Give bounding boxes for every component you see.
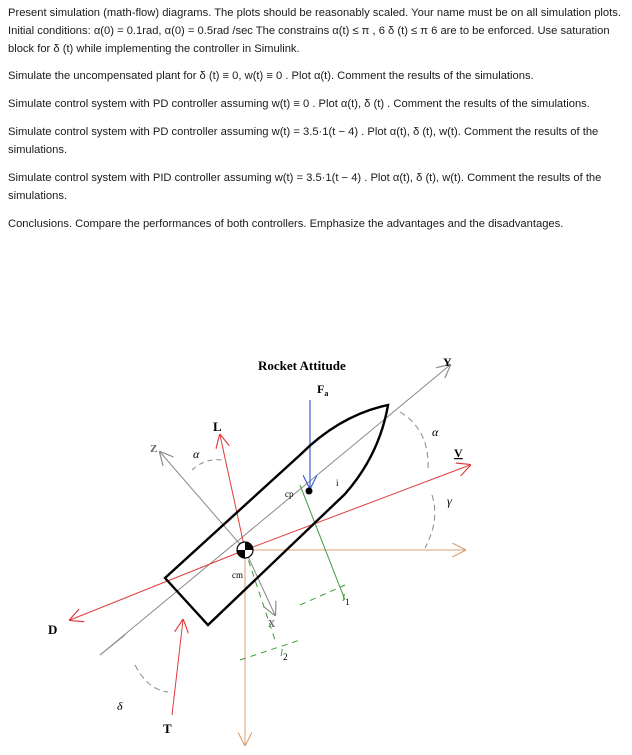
rocket-body (165, 405, 388, 625)
thrust-label: T (163, 721, 172, 736)
gamma-label: γ (447, 494, 452, 508)
l2-dimension-dash (240, 640, 300, 660)
lift-vector (220, 435, 245, 550)
rocket-attitude-diagram (0, 340, 632, 750)
rocket-longitudinal-axis (100, 365, 450, 655)
alpha-label-left: α (193, 447, 200, 461)
rocket-axis-extension (100, 635, 125, 655)
y-axis-label: Y (443, 355, 452, 369)
assignment-text (8, 4, 624, 243)
alpha-angle-arc-left (192, 460, 222, 470)
z-axis (160, 452, 245, 550)
l1-dimension-dash (300, 585, 345, 605)
x-axis (245, 550, 275, 615)
paragraph-task-uncompensated: Simulate the uncompensated plant for δ (t) ≡ 0, w(t) ≡ 0 . Plot α(t). Comment the results of the simulations. (8, 70, 534, 82)
paragraph-instructions: Present simulation (math-flow) diagrams. The plots should be reasonably scaled. Your name must be on all simulation plots. Initial conditions: α(0) = 0.1rad, α(0) = 0.5rad /sec The constrains α(t) ≤ π , 6 δ (t) ≤ π 6 are to be enforced. Use saturation block for δ (t) while implementing the controller in Simulink. (8, 7, 621, 55)
paragraph-conclusions: Conclusions. Compare the performances of both controllers. Emphasize the advantages and the disadvantages. (8, 218, 564, 230)
delta-label: δ (117, 699, 123, 713)
alpha-label-right: α (432, 425, 439, 439)
x-axis-label: X (268, 619, 276, 630)
paragraph-task-pid-wind: Simulate control system with PID controller assuming w(t) = 3.5·1(t − 4) . Plot α(t), δ (t), w(t). Comment the results of the simulations. (8, 172, 602, 202)
lift-label: L (213, 419, 222, 434)
diagram-canvas (0, 340, 632, 750)
v-axis-label: V (454, 446, 463, 460)
paragraph-task-pd-wind: Simulate control system with PD controller assuming w(t) = 3.5·1(t − 4) . Plot α(t), δ (t), w(t). Comment the results of the simulations. (8, 126, 599, 156)
l1-dimension-line (300, 485, 345, 600)
drag-vector (70, 550, 245, 620)
center-of-pressure-label: cp (285, 489, 294, 499)
l2-label: $l_2$ (280, 647, 288, 662)
thrust-vector (172, 620, 183, 715)
z-axis-label: Z (150, 443, 158, 455)
l1-label: $l_1$ (342, 592, 350, 607)
delta-angle-arc (135, 665, 168, 692)
gamma-angle-arc (425, 495, 435, 548)
diagram-title: Rocket Attitude (258, 358, 346, 373)
paragraph-task-pd-no-wind: Simulate control system with PD controller assuming w(t) ≡ 0 . Plot α(t), δ (t) . Comment the results of the simulations. (8, 98, 590, 110)
drag-label: D (48, 622, 58, 637)
alpha-angle-arc-right (400, 412, 428, 470)
center-of-mass-label: cm (232, 570, 243, 580)
center-of-mass-marker (237, 542, 253, 558)
i-label: i (336, 478, 339, 488)
center-of-pressure-marker (306, 488, 313, 495)
aerodynamic-force-label: $F_a$ (317, 382, 329, 398)
